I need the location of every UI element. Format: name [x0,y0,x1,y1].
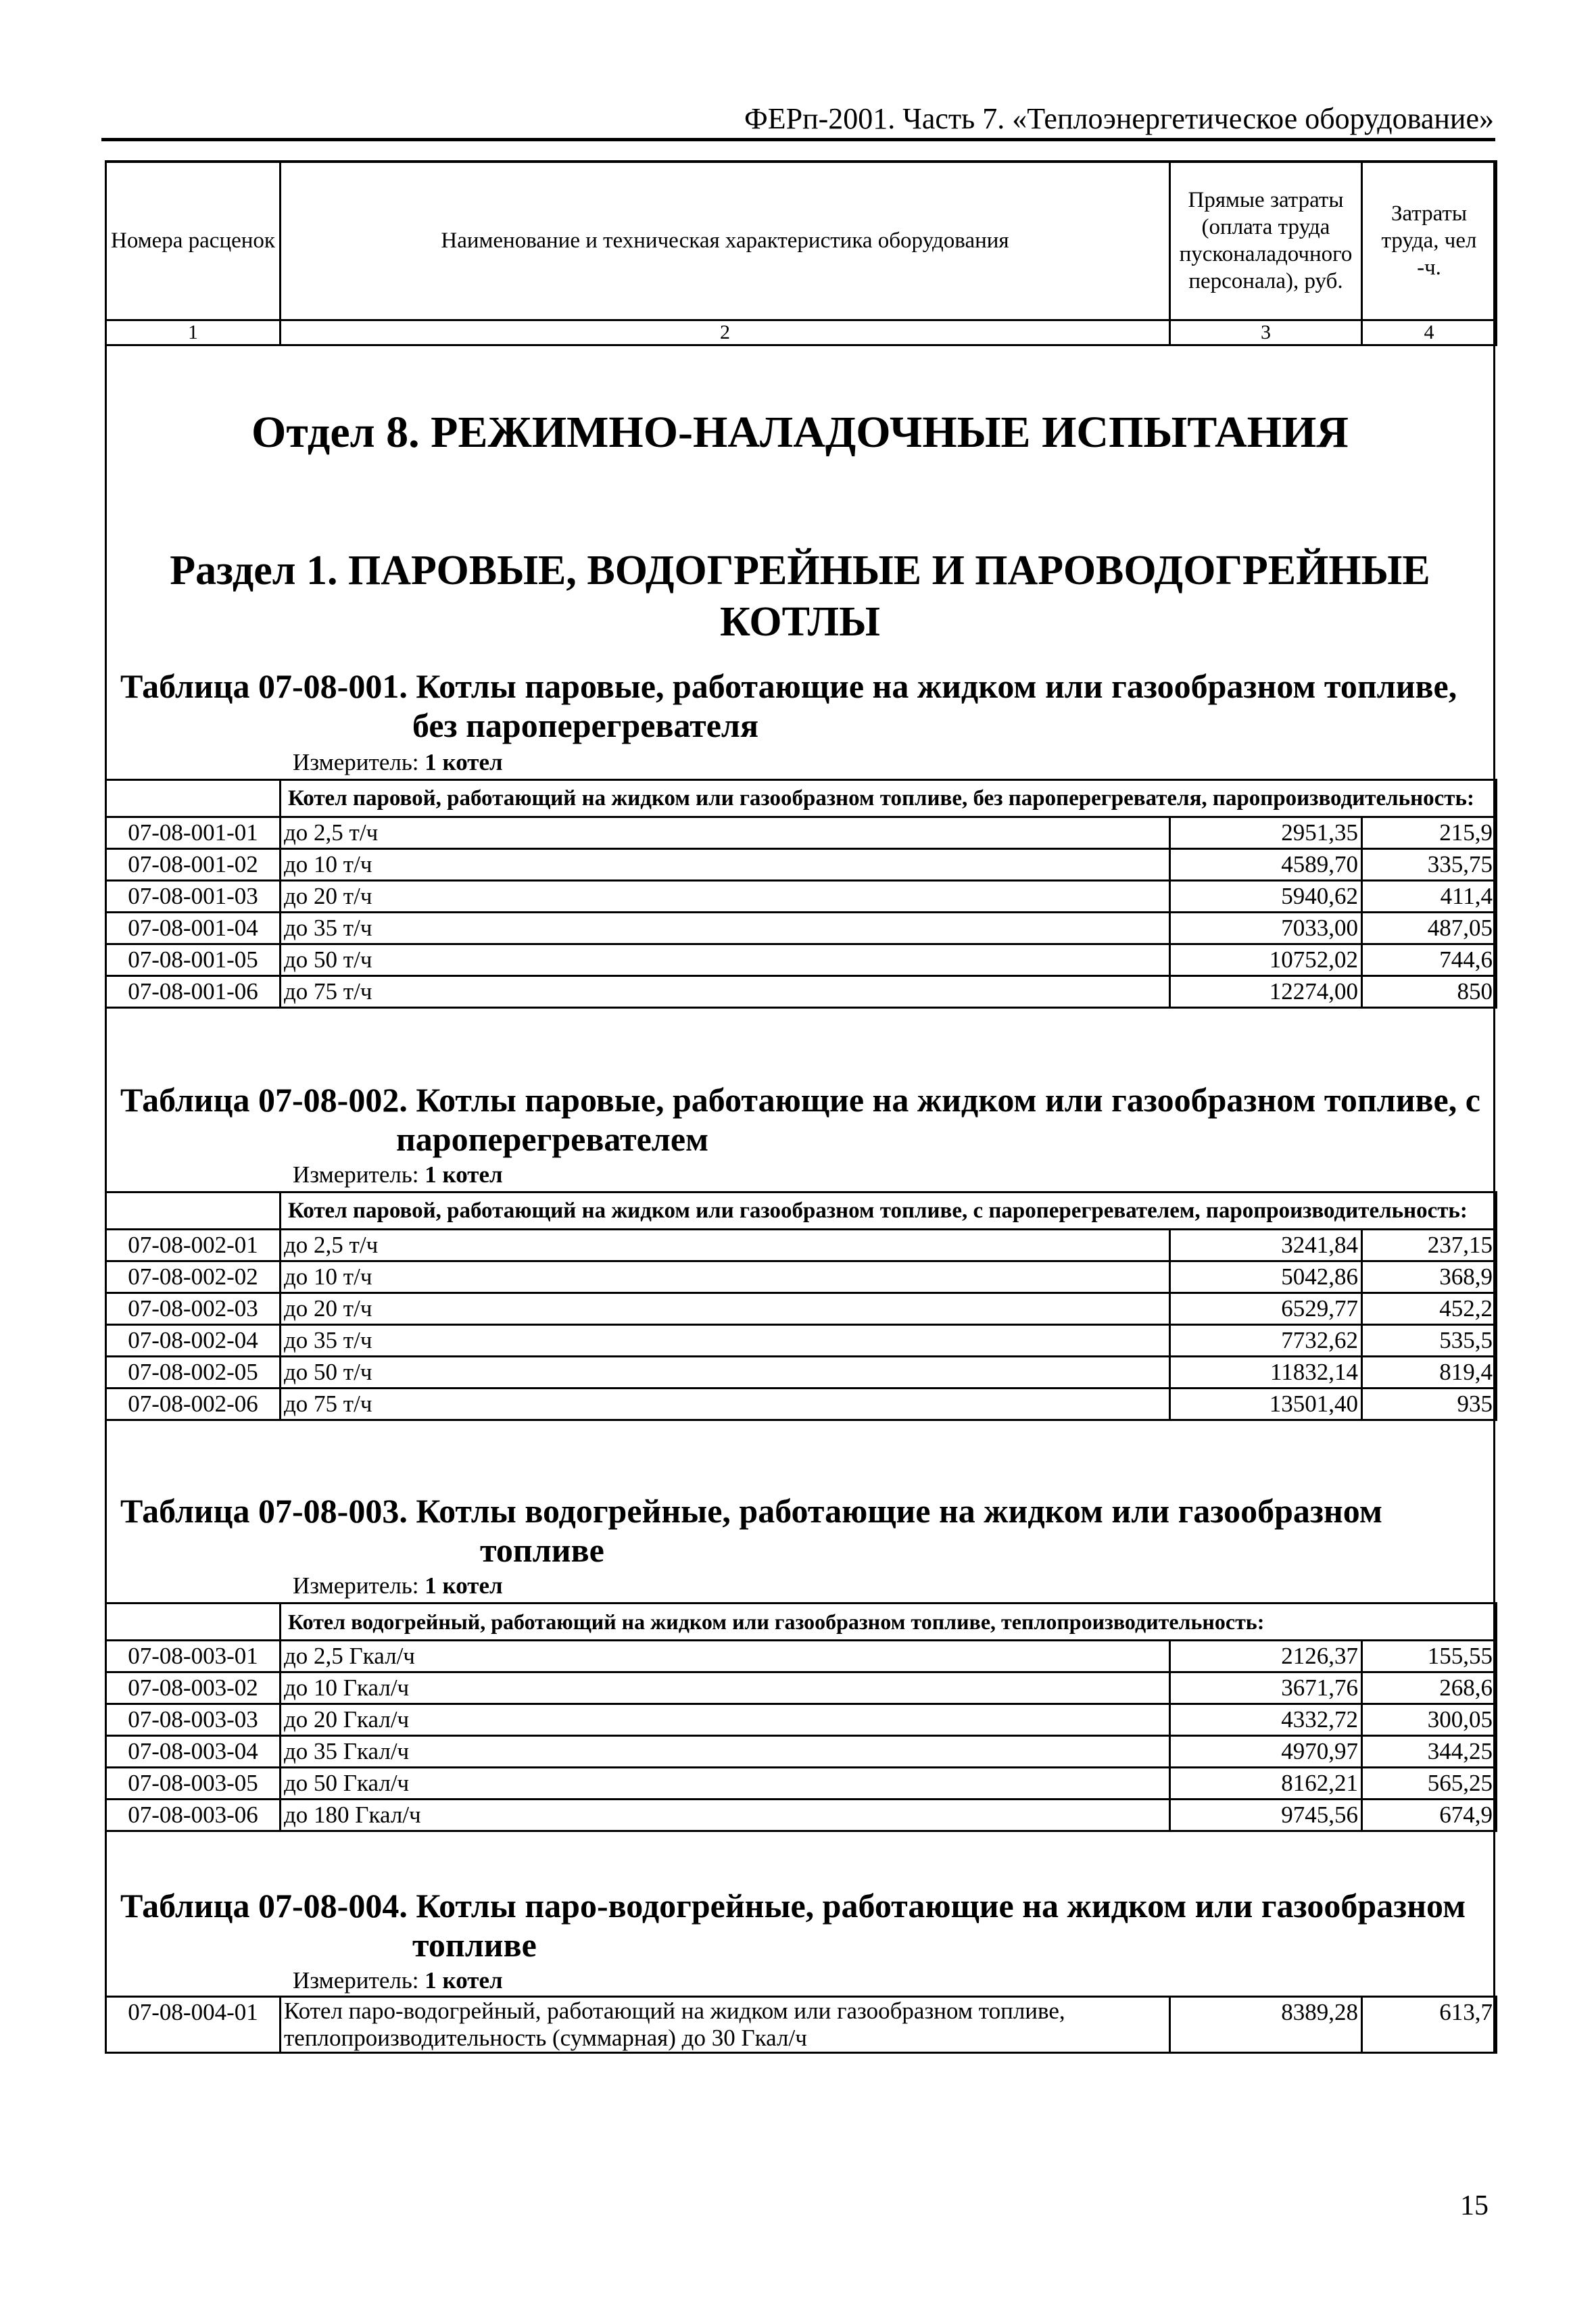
group-heading: Котел паровой, работающий на жидком или газообразном топливе, без пароперегревателя, паропроизводительность: [281,780,1497,817]
table-title-line1: Таблица 07-08-004. Котлы паро-водогрейные, работающие на жидком или газообразном [120,1887,1466,1925]
measure-label: Измеритель: [293,1967,419,1994]
razdel-title: Раздел 1. ПАРОВЫЕ, ВОДОГРЕЙНЫЕ И ПАРОВОДОГРЕЙНЫЕ КОТЛЫ [170,548,1430,645]
rate-cost: 3241,84 [1170,1230,1362,1261]
rate-desc: до 35 т/ч [281,913,1170,944]
rate-code: 07-08-002-01 [106,1230,281,1261]
rate-cost: 9745,56 [1170,1800,1362,1831]
measure-unit [293,1161,503,1188]
rate-code: 07-08-001-05 [106,944,281,976]
table-row [106,1325,1497,1357]
group-empty-cell [106,1192,281,1230]
rates-table [105,1191,1497,1421]
otdel-title: Отдел 8. РЕЖИМНО-НАЛАДОЧНЫЕ ИСПЫТАНИЯ [251,408,1349,457]
rate-cost: 4970,97 [1170,1736,1362,1768]
rate-desc: до 2,5 т/ч [281,817,1170,849]
table-title-line2: топливе [412,1926,537,1964]
measure-label: Измеритель: [293,1161,419,1188]
rate-code: 07-08-003-05 [106,1768,281,1800]
table-row [106,1389,1497,1420]
rate-cost: 11832,14 [1170,1357,1362,1389]
rate-labor: 452,2 [1362,1293,1497,1325]
measure-value: 1 котел [425,1967,503,1994]
table-row [106,1672,1497,1704]
table-title-line2: пароперегревателем [396,1120,709,1158]
rate-desc: Котел паро-водогрейный, работающий на жидком или газообразном топливе, теплопроизводительность (суммарная) до 30 Гкал/ч [281,1997,1170,2053]
rate-code: 07-08-003-01 [106,1641,281,1672]
rate-labor: 487,05 [1362,913,1497,944]
rate-desc: до 20 т/ч [281,881,1170,913]
table-row [106,976,1497,1008]
rate-desc: до 50 Гкал/ч [281,1768,1170,1800]
rates-table [105,1602,1497,1832]
table-row [106,1800,1497,1831]
rate-cost: 2126,37 [1170,1641,1362,1672]
rate-desc: до 75 т/ч [281,976,1170,1008]
measure-label: Измеритель: [293,1572,419,1599]
rate-cost: 10752,02 [1170,944,1362,976]
table-row [106,913,1497,944]
table-row [106,1357,1497,1389]
rate-desc: до 75 т/ч [281,1389,1170,1420]
rate-code: 07-08-004-01 [106,1997,281,2053]
header-rule [101,138,1495,141]
rate-labor: 237,15 [1362,1230,1497,1261]
table-row [106,1736,1497,1768]
rate-cost: 4589,70 [1170,849,1362,881]
rate-cost: 4332,72 [1170,1704,1362,1736]
rate-code: 07-08-003-04 [106,1736,281,1768]
rate-labor: 335,75 [1362,849,1497,881]
rate-cost: 3671,76 [1170,1672,1362,1704]
rate-code: 07-08-001-01 [106,817,281,849]
rate-labor: 935 [1362,1389,1497,1420]
rate-desc: до 35 Гкал/ч [281,1736,1170,1768]
rate-code: 07-08-003-02 [106,1672,281,1704]
table-row [106,1997,1497,2053]
rate-cost: 5042,86 [1170,1261,1362,1293]
col-header-labor: Затраты труда, чел -ч. [1362,162,1497,320]
table-title [120,1080,1480,1159]
table-row [106,849,1497,881]
rate-cost: 2951,35 [1170,817,1362,849]
group-empty-cell [106,1603,281,1641]
rate-labor: 535,5 [1362,1325,1497,1357]
table-row [106,1704,1497,1736]
rate-desc: до 10 Гкал/ч [281,1672,1170,1704]
rate-labor: 368,9 [1362,1261,1497,1293]
table-title-line1: Таблица 07-08-001. Котлы паровые, работающие на жидком или газообразном топливе, [120,667,1457,705]
group-heading: Котел паровой, работающий на жидком или газообразном топливе, с пароперегревателем, паропроизводительность: [281,1192,1497,1230]
rate-labor: 674,9 [1362,1800,1497,1831]
measure-unit [293,1572,503,1599]
rate-cost: 5940,62 [1170,881,1362,913]
rate-labor: 565,25 [1362,1768,1497,1800]
measure-unit [293,749,503,776]
col-number-3: 3 [1170,320,1362,345]
rate-cost: 8389,28 [1170,1997,1362,2053]
rate-labor: 344,25 [1362,1736,1497,1768]
rate-labor: 850 [1362,976,1497,1008]
rate-code: 07-08-002-02 [106,1261,281,1293]
table-title-line2: топливе [480,1531,604,1569]
rate-cost: 7732,62 [1170,1325,1362,1357]
rate-desc: до 2,5 т/ч [281,1230,1170,1261]
table-row [106,817,1497,849]
col-header-codes: Номера расценок [106,162,281,320]
rate-code: 07-08-001-06 [106,976,281,1008]
table-row [106,881,1497,913]
rate-labor: 268,6 [1362,1672,1497,1704]
rate-labor: 613,7 [1362,1997,1497,2053]
table-row [106,944,1497,976]
rate-labor: 411,4 [1362,881,1497,913]
rate-cost: 6529,77 [1170,1293,1362,1325]
rate-labor: 744,6 [1362,944,1497,976]
rate-code: 07-08-002-04 [106,1325,281,1357]
measure-unit [293,1967,503,1994]
rate-labor: 300,05 [1362,1704,1497,1736]
measure-value: 1 котел [425,1572,503,1599]
rate-code: 07-08-002-06 [106,1389,281,1420]
rates-table [105,779,1497,1009]
rate-code: 07-08-003-06 [106,1800,281,1831]
rate-desc: до 50 т/ч [281,944,1170,976]
page-number: 15 [1460,2190,1489,2221]
col-number-4: 4 [1362,320,1497,345]
rate-desc: до 50 т/ч [281,1357,1170,1389]
rate-cost: 8162,21 [1170,1768,1362,1800]
rate-desc: до 10 т/ч [281,849,1170,881]
rates-table [105,1996,1497,2054]
table-row [106,1293,1497,1325]
rate-desc: до 2,5 Гкал/ч [281,1641,1170,1672]
rate-code: 07-08-001-02 [106,849,281,881]
table-row [106,1261,1497,1293]
group-heading: Котел водогрейный, работающий на жидком или газообразном топливе, теплопроизводительность: [281,1603,1497,1641]
table-title [120,1886,1466,1964]
measure-label: Измеритель: [293,749,419,775]
rate-cost: 13501,40 [1170,1389,1362,1420]
rate-code: 07-08-003-03 [106,1704,281,1736]
rate-cost: 12274,00 [1170,976,1362,1008]
table-row [106,1641,1497,1672]
col-header-name: Наименование и техническая характеристика оборудования [281,162,1170,320]
rate-code: 07-08-001-03 [106,881,281,913]
rate-desc: до 35 т/ч [281,1325,1170,1357]
table-title-line2: без пароперегревателя [412,706,759,744]
table-title-line1: Таблица 07-08-003. Котлы водогрейные, работающие на жидком или газообразном [120,1492,1382,1530]
rate-desc: до 10 т/ч [281,1261,1170,1293]
rate-desc: до 180 Гкал/ч [281,1800,1170,1831]
rate-labor: 819,4 [1362,1357,1497,1389]
rate-code: 07-08-002-03 [106,1293,281,1325]
group-empty-cell [106,780,281,817]
rate-desc: до 20 т/ч [281,1293,1170,1325]
table-title-line1: Таблица 07-08-002. Котлы паровые, работающие на жидком или газообразном топливе, с [120,1081,1480,1119]
rate-desc: до 20 Гкал/ч [281,1704,1170,1736]
measure-value: 1 котел [425,749,503,775]
rate-cost: 7033,00 [1170,913,1362,944]
col-number-1: 1 [106,320,281,345]
column-header-table [105,160,1497,346]
rate-labor: 155,55 [1362,1641,1497,1672]
rate-code: 07-08-001-04 [106,913,281,944]
table-row [106,1230,1497,1261]
col-header-cost: Прямые затраты (оплата труда пусконаладочного персонала), руб. [1170,162,1362,320]
col-number-2: 2 [281,320,1170,345]
table-row [106,1768,1497,1800]
table-title [120,1491,1382,1570]
running-header: ФЕРп-2001. Часть 7. «Теплоэнергетическое оборудование» [744,102,1494,135]
rate-code: 07-08-002-05 [106,1357,281,1389]
rate-labor: 215,9 [1362,817,1497,849]
table-title [120,667,1457,745]
measure-value: 1 котел [425,1161,503,1188]
